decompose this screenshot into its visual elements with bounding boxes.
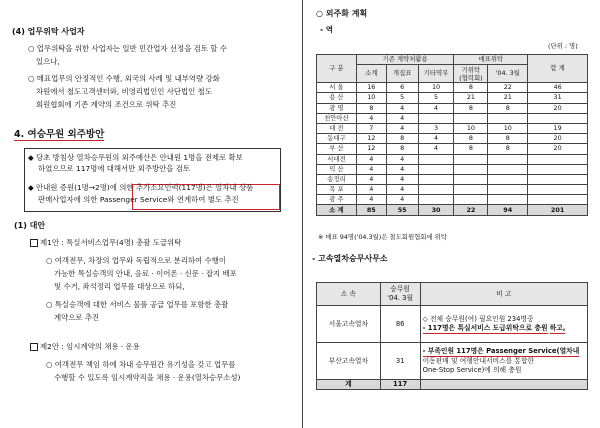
station-name: 광 명 [317,103,357,113]
table-cell: 46 [528,83,588,93]
table-cell [454,174,488,184]
table-cell: 8 [386,134,418,144]
table-cell: 21 [454,93,488,103]
table-cell: 4 [386,164,418,174]
total-cell: 55 [386,205,418,215]
table-total-row [317,205,588,215]
table-row [317,113,588,123]
table-cell [418,195,454,205]
table-cell [488,174,528,184]
note-busan-line3: One-Stop Service)에 의해 충원 [422,366,522,374]
table-cell [454,154,488,164]
station-name: 서 울 [317,83,357,93]
table-cell: 21 [488,93,528,103]
table-cell: 8 [488,134,528,144]
station-name: 익 산 [317,164,357,174]
col-ticket-line2: (협력회) [459,73,483,82]
outsourcing-plan-heading: ○ 외주화 계획 [316,9,368,18]
table-cell: 19 [528,123,588,133]
table-cell: 20 [528,134,588,144]
table-row [317,144,588,154]
express-crew-table [316,282,588,390]
alt1-p1-line2: 가능한 특실승객의 안내, 음료 · 이어폰 · 신문 · 잡지 배포 [54,269,237,278]
total-label-cell: 소 계 [317,205,357,215]
col-mar04: '04. 3월 [488,65,528,83]
table-cell [454,185,488,195]
sec4-p1-line2: 있으나, [36,57,60,66]
alt2-title-text: 제2안 : 임시계약의 채용 · 운용 [40,342,140,351]
count-seoul: 86 [380,306,420,343]
table-cell: 8 [386,144,418,154]
table-cell [488,185,528,195]
station-table [316,54,588,216]
table-row [317,195,588,205]
table-cell: 4 [356,154,386,164]
sec4-p2-line3: 회원협회에 기존 계약의 조건으로 위탁 추진 [36,100,177,109]
table-cell: 10 [488,123,528,133]
station-name: 천안아산 [317,113,357,123]
office-busan: 부산고속열차 [317,343,381,380]
table-cell: 10 [454,123,488,133]
col-office: 소 속 [317,283,381,306]
total-note [420,380,587,390]
col-other: 기타역무 [418,65,454,83]
col-ticket [454,65,488,83]
table-cell: 5 [418,93,454,103]
table-cell: 22 [488,83,528,93]
table-cell: 4 [386,103,418,113]
table-row [317,123,588,133]
checkbox-icon [30,239,38,247]
note-seoul-line2: - 117명은 특실서비스 도급위탁으로 충원 [422,323,548,332]
sec4-p1-line1: ○ 업무위탁을 위한 사업자는 일반 민간업자 선정을 검토 할 수 [28,44,227,53]
table-cell: 4 [386,113,418,123]
station-name: 동대구 [317,134,357,144]
station-name: 목 포 [317,185,357,195]
total-cell: 22 [454,205,488,215]
table-cell [528,113,588,123]
station-name: 광 주 [317,195,357,205]
page-divider [302,0,303,428]
table-cell: 8 [454,83,488,93]
section-4-heading: (4) 업무위탁 사업자 [12,27,85,36]
table-cell [528,185,588,195]
table-cell: 4 [386,195,418,205]
table-cell: 16 [356,83,386,93]
office-seoul: 서울고속열차 [317,306,381,343]
alt1-title-text: 제1안 : 특실서비스업무(4명) 총괄 도급위탁 [40,238,182,247]
note-busan [420,343,587,380]
count-busan: 31 [380,343,420,380]
bullet2-line2: 판매사업자에 의한 Passenger Service와 연계하여 별도 추진 [38,195,239,204]
table-cell [528,164,588,174]
col-crew-line1: 승무원 [390,285,410,293]
col-group-ticket: 매표위탁 [454,55,528,65]
table-row [317,185,588,195]
table-row [317,134,588,144]
table-cell [418,174,454,184]
bullet1-line1: ◆ 당초 방침상 열차승무원의 외주예산은 안내원 1명을 전제로 확보 [28,153,243,162]
table-cell [528,154,588,164]
bullet2-line1: ◆ 안내원 증원(1명→2명)에 의한 추가소요인력(117명)은 열차내 상품 [28,183,254,192]
table-cell [528,195,588,205]
table-cell [454,195,488,205]
table-cell: 4 [356,164,386,174]
table-cell [418,164,454,174]
alt1-p2-line2: 계약으로 추진 [54,313,100,322]
table-cell: 10 [418,83,454,93]
table-cell [418,154,454,164]
table-cell: 8 [488,103,528,113]
table-cell: 4 [356,174,386,184]
col-crew [380,283,420,306]
table-cell: 4 [356,185,386,195]
col-total: 합 계 [528,55,588,83]
table-cell: 10 [356,93,386,103]
col-region: 구 분 [317,55,357,83]
col-group-existing: 기존 계약처활용 [356,55,454,65]
table-note: ※ 매표 94명('04.3월)은 철도회원협회에 위탁 [318,233,448,241]
note-busan-line1: - 부족인원 117명은 Passenger Service(열차내 [422,347,580,355]
note-seoul [420,306,587,343]
table-row [317,83,588,93]
main-heading: 4. 여승무원 외주방안 [14,126,104,141]
table-cell: 8 [454,144,488,154]
total-cell: 85 [356,205,386,215]
table-cell [488,164,528,174]
table-cell: 4 [386,185,418,195]
table-row [317,103,588,113]
note-busan-line2: 이동판매 및 여행안내서비스를 통합한 [422,357,535,365]
table-cell [418,185,454,195]
alt1-title [30,238,181,247]
table-cell [528,174,588,184]
sec4-p2-line1: ○ 매표업무의 안정적인 수행, 외국의 사례 및 내부역량 강화 [28,74,220,83]
table-cell: 8 [454,134,488,144]
alt1-p1-line1: ○ 여객전무, 차장의 업무와 독립적으로 분리하여 수행이 [46,256,226,265]
table-cell: 6 [386,83,418,93]
table-cell: 12 [356,144,386,154]
table-cell [488,113,528,123]
table-cell: 3 [418,123,454,133]
col-ticket-line1: 기위탁 [461,65,481,74]
alt1-p1-line3: 및 수거, 좌석정리 업무를 대상으로 하되, [54,282,185,291]
total-cell: 201 [528,205,588,215]
table-row [317,174,588,184]
table-cell: 4 [386,174,418,184]
table-cell: 20 [528,103,588,113]
table-row [317,93,588,103]
table-cell: 4 [356,195,386,205]
col-note: 비 고 [420,283,587,306]
total-count: 117 [380,380,420,390]
table-cell: 4 [418,144,454,154]
table-cell: 5 [386,93,418,103]
subsection-alternatives: (1) 대안 [14,221,46,230]
table-cell: 4 [418,134,454,144]
total-label: 계 [317,380,381,390]
table-cell: 8 [454,103,488,113]
table-cell: 4 [386,123,418,133]
table-cell: 4 [418,103,454,113]
total-cell: 30 [418,205,454,215]
sec4-p2-line2: 차원에서 철도고객센터와, 비영리법인인 사단법인 철도 [36,87,212,96]
express-office-heading: - 고속열차승무사무소 [312,254,388,263]
table-cell: 12 [356,134,386,144]
table-cell: 7 [356,123,386,133]
alt2-p1-line2: 수행할 수 있도록 임시계약직을 채용 · 운용(열차승무소성) [54,373,241,382]
table-cell [488,195,528,205]
table-row [317,164,588,174]
table-cell: 8 [488,144,528,154]
station-name: 송정리 [317,174,357,184]
alt1-p2-line1: ○ 특실승객에 대한 서비스 물품 공급 업무를 포함한 총괄 [46,300,229,309]
table-cell: 8 [356,103,386,113]
checkbox-icon [30,343,38,351]
col-turnstile: 개집표 [386,65,418,83]
table-cell [418,113,454,123]
station-name: 서대전 [317,154,357,164]
station-name: 부 산 [317,144,357,154]
table-cell [454,164,488,174]
unit-label: (단위 : 명) [548,42,578,50]
station-name: 대 전 [317,123,357,133]
note-seoul-line1: ◇ 전체 승무원(여) 필요인원 234명중 [422,314,534,323]
table-cell [454,113,488,123]
col-subtotal: 소계 [356,65,386,83]
alt2-p1-line1: ○ 여객전무 책임 하에 차내 승무원간 유기성을 갖고 업무를 [46,360,236,369]
table-cell: 31 [528,93,588,103]
table-cell [488,154,528,164]
table-cell: 20 [528,144,588,154]
bullet1-line2: 하였으므로 117명에 대해서만 외주방안을 검토 [38,164,191,173]
table-cell: 4 [386,154,418,164]
col-crew-line2: '04. 3월 [387,294,414,302]
table-cell: 4 [356,113,386,123]
note-seoul-line3: 하고, [549,323,566,332]
alt2-title [30,342,140,351]
station-subheading: - 역 [320,25,334,34]
total-cell: 94 [488,205,528,215]
table-row [317,154,588,164]
station-name: 용 산 [317,93,357,103]
